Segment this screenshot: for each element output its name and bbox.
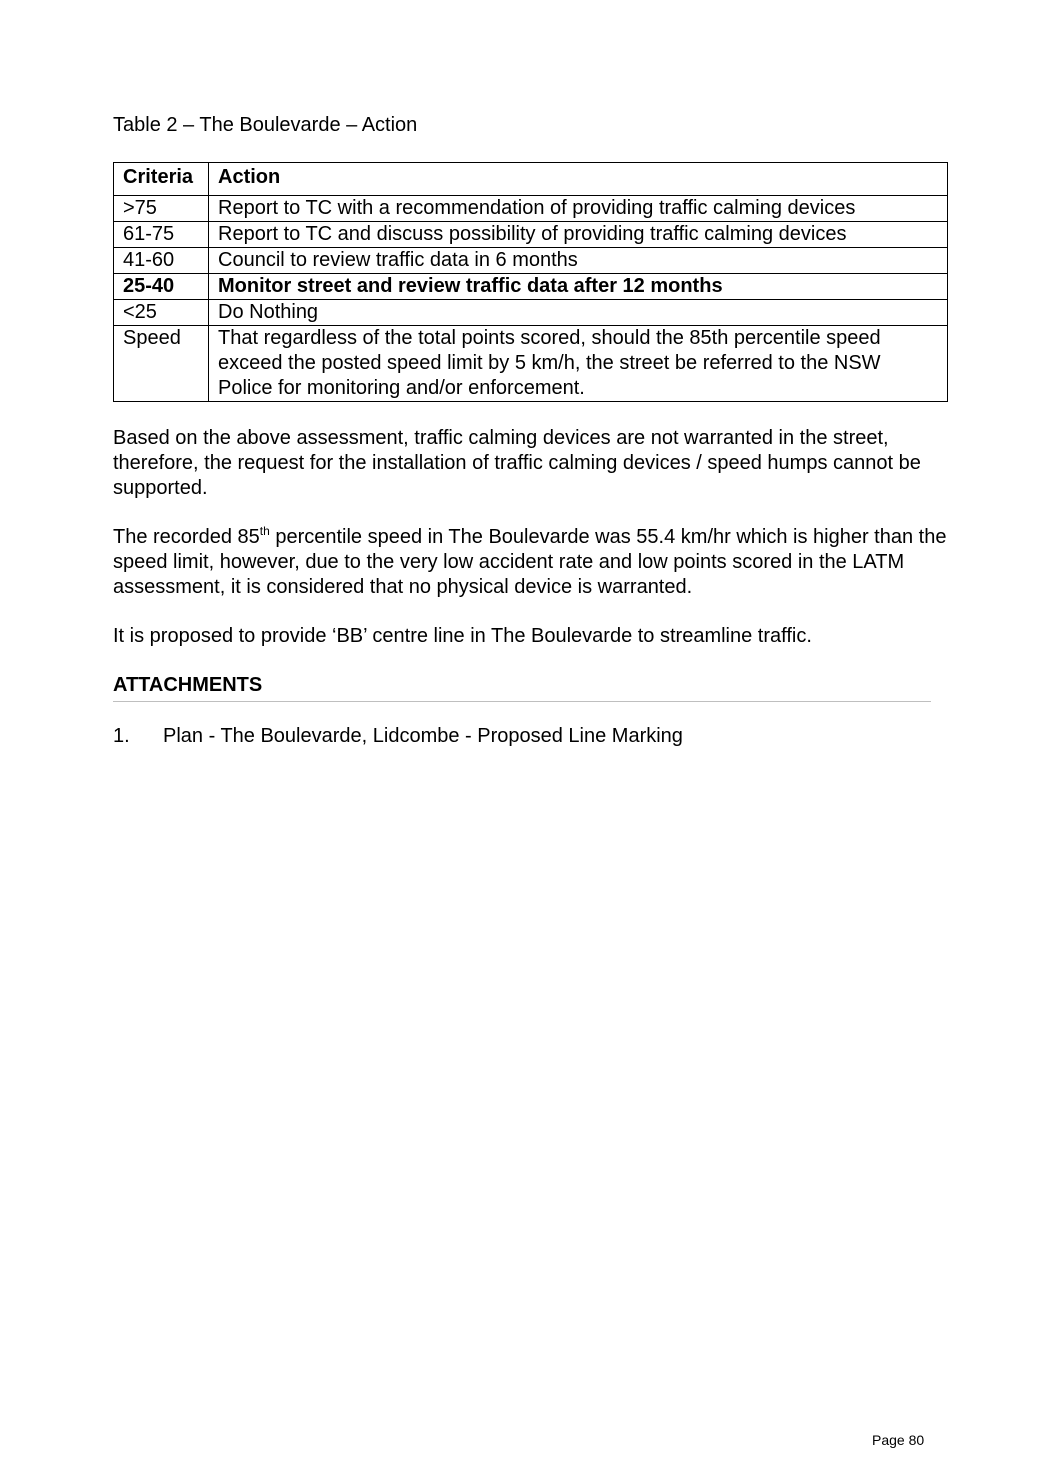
attachments-heading: ATTACHMENTS (113, 673, 931, 702)
criteria-cell: 41-60 (114, 248, 209, 274)
criteria-cell: <25 (114, 300, 209, 326)
header-action: Action (209, 163, 948, 196)
criteria-action-table (113, 162, 948, 402)
action-cell: Monitor street and review traffic data after 12 months (209, 274, 948, 300)
attachment-label: Plan - The Boulevarde, Lidcombe - Proposed Line Marking (163, 725, 683, 747)
action-cell: Do Nothing (209, 300, 948, 326)
header-criteria: Criteria (114, 163, 209, 196)
table-row-highlighted (114, 274, 948, 300)
criteria-cell: Speed (114, 326, 209, 402)
speed-paragraph (113, 525, 948, 600)
action-cell: Report to TC with a recommendation of providing traffic calming devices (209, 196, 948, 222)
table-row (114, 326, 948, 402)
assessment-paragraph: Based on the above assessment, traffic calming devices are not warranted in the street, therefore, the request for the installation of traffic calming devices / speed humps cannot be supported. (113, 427, 921, 499)
speed-text-start: The recorded 85 (113, 526, 260, 548)
criteria-cell: 25-40 (114, 274, 209, 300)
attachment-number: 1. (113, 725, 130, 747)
proposal-paragraph: It is proposed to provide ‘BB’ centre line in The Boulevarde to streamline traffic. (113, 625, 812, 647)
table-row (114, 196, 948, 222)
ordinal-suffix: th (259, 524, 270, 538)
table-row (114, 248, 948, 274)
attachment-item[interactable] (113, 724, 948, 749)
table-row (114, 300, 948, 326)
page-number: Page 80 (872, 1432, 925, 1448)
table-header-row (114, 163, 948, 196)
speed-text-end: percentile speed in The Boulevarde was 55.4 km/hr which is higher than the speed limit, however, due to the very low accident rate and low points scored in the LATM assessment, it is considered that no physical device is warranted. (113, 526, 947, 598)
action-cell: Report to TC and discuss possibility of providing traffic calming devices (209, 222, 948, 248)
action-cell: That regardless of the total points scored, should the 85th percentile speed exceed the posted speed limit by 5 km/h, the street be referred to the NSW Police for monitoring and/or enforcement. (209, 326, 948, 402)
table-row (114, 222, 948, 248)
criteria-cell: >75 (114, 196, 209, 222)
document-page (113, 112, 948, 749)
action-cell: Council to review traffic data in 6 months (209, 248, 948, 274)
criteria-cell: 61-75 (114, 222, 209, 248)
table-caption: Table 2 – The Boulevarde – Action (113, 114, 418, 136)
